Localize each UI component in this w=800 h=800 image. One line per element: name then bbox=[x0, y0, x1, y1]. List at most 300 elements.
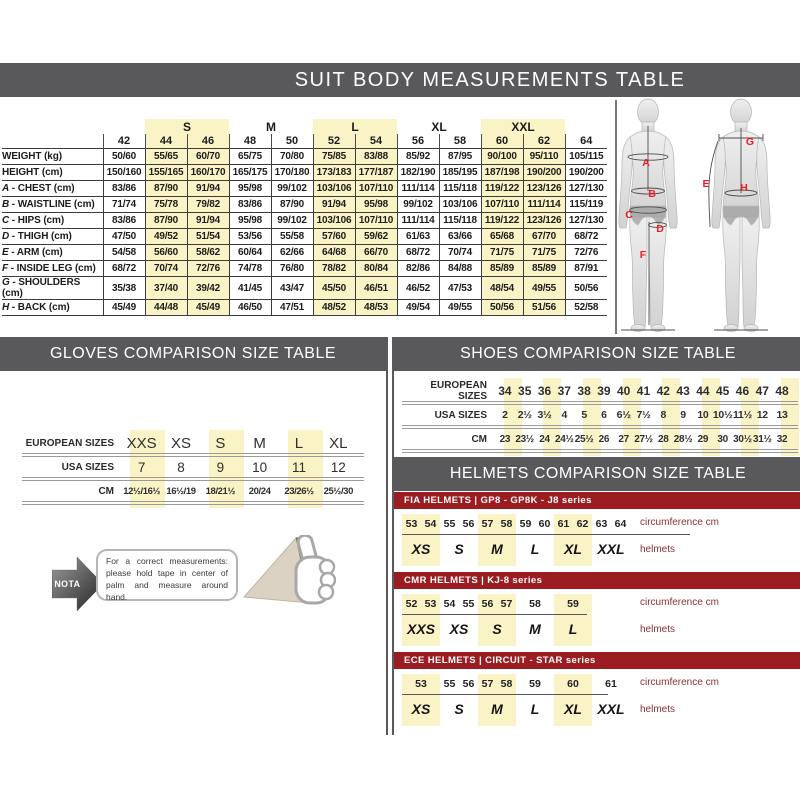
helmet-size-group bbox=[440, 674, 478, 726]
helmet-series-bar bbox=[394, 652, 800, 669]
size-value: 38 bbox=[577, 384, 591, 398]
measure-value: 72/76 bbox=[565, 245, 607, 261]
measure-value: 49/54 bbox=[397, 300, 439, 316]
measure-value: 60/64 bbox=[229, 245, 271, 261]
row-label: EUROPEAN SIZES bbox=[430, 380, 487, 402]
measure-value: 99/102 bbox=[271, 213, 313, 229]
circumference-value: 57 bbox=[500, 598, 513, 610]
shoes-section-title: SHOES COMPARISON SIZE TABLE bbox=[394, 337, 800, 371]
helmet-size-label: S bbox=[454, 701, 464, 717]
row-label: CM bbox=[471, 433, 487, 445]
measure-value: 78/82 bbox=[313, 261, 355, 277]
measure-value: 70/74 bbox=[145, 261, 187, 277]
comparison-row bbox=[22, 433, 364, 453]
helmet-size-group bbox=[554, 514, 592, 566]
corner-cell bbox=[2, 119, 103, 134]
circumference-value: 60 bbox=[567, 678, 579, 690]
measure-value: 190/200 bbox=[523, 165, 565, 181]
size-group-label: XL bbox=[431, 119, 447, 134]
measure-value: 58/62 bbox=[187, 245, 229, 261]
measure-value: 107/110 bbox=[481, 197, 523, 213]
measure-value: 67/70 bbox=[523, 229, 565, 245]
measure-value: 53/56 bbox=[229, 229, 271, 245]
size-value: 46 bbox=[735, 384, 750, 398]
measure-value: 107/110 bbox=[355, 181, 397, 197]
circumference-value: 63 bbox=[595, 518, 608, 530]
helmet-size-label: L bbox=[530, 541, 540, 557]
size-value: 40 bbox=[617, 384, 631, 398]
helmets-tables-container bbox=[394, 492, 800, 732]
measure-value: 185/195 bbox=[439, 165, 481, 181]
size-value: 47 bbox=[755, 384, 769, 398]
measure-row bbox=[2, 197, 607, 213]
measure-value: 95/110 bbox=[523, 149, 565, 165]
circumference-value: 59 bbox=[519, 518, 532, 530]
helmet-size-group bbox=[554, 594, 592, 646]
measure-value: 37/40 bbox=[145, 277, 187, 300]
helmet-size-group bbox=[592, 674, 630, 726]
measure-letter: B bbox=[2, 199, 10, 210]
circumference-values bbox=[478, 594, 516, 614]
circumference-values bbox=[592, 674, 630, 694]
circumference-value: 53 bbox=[405, 518, 418, 530]
measure-value: 85/92 bbox=[397, 149, 439, 165]
size-value: 7 bbox=[137, 459, 146, 475]
measure-value: 52/58 bbox=[565, 300, 607, 316]
size-value: 23 bbox=[499, 433, 511, 445]
measure-row bbox=[2, 245, 607, 261]
measure-value: 83/86 bbox=[103, 213, 145, 229]
measure-value: 80/84 bbox=[355, 261, 397, 277]
circumference-value: 60 bbox=[538, 518, 551, 530]
measure-value: 49/55 bbox=[523, 277, 565, 300]
measure-value: 61/63 bbox=[397, 229, 439, 245]
label-h-back: H bbox=[740, 182, 748, 194]
size-column-header: 44 bbox=[145, 134, 187, 149]
suit-sizes-row bbox=[2, 134, 607, 149]
measure-value: 65/75 bbox=[229, 149, 271, 165]
measure-value: 49/55 bbox=[439, 300, 481, 316]
measure-value: 127/130 bbox=[565, 213, 607, 229]
size-value: 9 bbox=[216, 459, 225, 475]
helmet-size-label: XL bbox=[564, 541, 582, 557]
label-c-hips: C bbox=[625, 209, 633, 221]
suit-measurements-table bbox=[2, 119, 607, 316]
measure-value: 91/94 bbox=[187, 213, 229, 229]
measure-value: 71/75 bbox=[481, 245, 523, 261]
measure-label: F - INSIDE LEG (cm) bbox=[2, 261, 103, 277]
circumference-value: 56 bbox=[462, 678, 475, 690]
measure-value: 46/51 bbox=[355, 277, 397, 300]
size-value: 42 bbox=[656, 384, 670, 398]
size-value: 10 bbox=[697, 409, 709, 421]
helmet-size-label: L bbox=[530, 701, 540, 717]
measure-value: 87/90 bbox=[145, 181, 187, 197]
measure-value: 115/119 bbox=[565, 197, 607, 213]
measure-row bbox=[2, 229, 607, 245]
measurement-note-bubble: For a correct measurements: please hold tape in center of palm and measure around hand. bbox=[96, 549, 238, 601]
measure-value: 48/52 bbox=[313, 300, 355, 316]
measure-label: A - CHEST (cm) bbox=[2, 181, 103, 197]
measure-value: 123/126 bbox=[523, 213, 565, 229]
size-value: M bbox=[253, 434, 266, 452]
size-value: 2½ bbox=[517, 409, 532, 421]
helmet-series-bar bbox=[394, 492, 800, 509]
circumference-value: 59 bbox=[567, 598, 579, 610]
circumference-value: 55 bbox=[443, 518, 456, 530]
measure-value: 155/165 bbox=[145, 165, 187, 181]
size-value: XL bbox=[329, 434, 348, 452]
helmet-size-group bbox=[516, 674, 554, 726]
measure-row bbox=[2, 165, 607, 181]
measure-value: 105/115 bbox=[565, 149, 607, 165]
measure-value: 173/183 bbox=[313, 165, 355, 181]
size-value: 32 bbox=[776, 433, 788, 445]
measure-value: 51/54 bbox=[187, 229, 229, 245]
circumference-values bbox=[440, 594, 478, 614]
measure-value: 50/60 bbox=[103, 149, 145, 165]
helmet-size-label: XS bbox=[449, 621, 469, 637]
divider-rule bbox=[22, 501, 364, 505]
suit-group-row bbox=[2, 119, 607, 134]
helmet-size-label: XXL bbox=[597, 701, 625, 717]
measure-value: 103/106 bbox=[313, 213, 355, 229]
measure-value: 91/94 bbox=[313, 197, 355, 213]
measure-value: 91/94 bbox=[187, 181, 229, 197]
circumference-values bbox=[554, 674, 592, 694]
helmet-size-label: L bbox=[568, 621, 578, 637]
size-column-header: 60 bbox=[481, 134, 523, 149]
circumference-value: 55 bbox=[462, 598, 475, 610]
helmet-size-table bbox=[394, 514, 800, 566]
shoes-comparison-table bbox=[402, 381, 798, 453]
size-value: 16½/19 bbox=[166, 485, 196, 497]
circumference-cm-label: circumference cm bbox=[640, 597, 719, 608]
circumference-value: 53 bbox=[424, 598, 437, 610]
size-column-header: 64 bbox=[565, 134, 607, 149]
comparison-row bbox=[22, 481, 364, 501]
measure-value: 115/118 bbox=[439, 181, 481, 197]
measure-value: 47/51 bbox=[271, 300, 313, 316]
measure-label: G - SHOULDERS (cm) bbox=[2, 277, 103, 300]
measure-value: 74/78 bbox=[229, 261, 271, 277]
label-d-thigh: D bbox=[656, 223, 664, 235]
helmet-size-group bbox=[516, 514, 554, 566]
helmet-size-group bbox=[440, 594, 478, 646]
size-group-label: L bbox=[313, 119, 397, 134]
label-e-arm: E bbox=[702, 178, 710, 190]
circumference-value: 56 bbox=[462, 518, 475, 530]
measure-value: 95/98 bbox=[229, 181, 271, 197]
helmet-series-title: CMR HELMETS | KJ-8 series bbox=[404, 575, 543, 586]
measure-value: 48/53 bbox=[355, 300, 397, 316]
measure-value: 63/66 bbox=[439, 229, 481, 245]
measure-value: 48/54 bbox=[481, 277, 523, 300]
measure-value: 190/200 bbox=[565, 165, 607, 181]
thumbs-up-icon bbox=[242, 535, 336, 615]
helmet-size-label: M bbox=[491, 541, 503, 557]
measure-value: 35/38 bbox=[103, 277, 145, 300]
comparison-row bbox=[402, 381, 798, 401]
size-value: 37 bbox=[557, 384, 571, 398]
size-value: 25½ bbox=[574, 433, 594, 445]
measure-value: 47/50 bbox=[103, 229, 145, 245]
measure-value: 95/98 bbox=[229, 213, 271, 229]
gloves-panel bbox=[0, 337, 388, 735]
size-divider-rule bbox=[402, 614, 587, 615]
suit-section-title: SUIT BODY MEASUREMENTS TABLE bbox=[0, 63, 800, 97]
measure-value: 99/102 bbox=[397, 197, 439, 213]
divider-rule bbox=[402, 449, 798, 453]
suit-measurements-table-container bbox=[2, 119, 607, 316]
size-column-header: 54 bbox=[355, 134, 397, 149]
helmet-size-group bbox=[478, 514, 516, 566]
helmet-size-label: M bbox=[529, 621, 541, 637]
size-column-header: 42 bbox=[103, 134, 145, 149]
size-value: 12 bbox=[756, 409, 768, 421]
measure-value: 75/85 bbox=[313, 149, 355, 165]
circumference-values bbox=[516, 594, 554, 614]
circumference-value: 54 bbox=[443, 598, 456, 610]
gloves-section-title: GLOVES COMPARISON SIZE TABLE bbox=[0, 337, 386, 371]
measure-value: 55/58 bbox=[271, 229, 313, 245]
size-value: 8 bbox=[660, 409, 667, 421]
size-value: XXS bbox=[126, 434, 157, 452]
measure-value: 99/102 bbox=[271, 181, 313, 197]
measure-value: 85/89 bbox=[481, 261, 523, 277]
circumference-values bbox=[440, 674, 478, 694]
measure-value: 45/49 bbox=[187, 300, 229, 316]
measure-value: 75/78 bbox=[145, 197, 187, 213]
size-value: 41 bbox=[636, 384, 651, 398]
measure-value: 44/48 bbox=[145, 300, 187, 316]
circumference-value: 53 bbox=[415, 678, 427, 690]
measure-value: 43/47 bbox=[271, 277, 313, 300]
size-value: 27½ bbox=[634, 433, 653, 445]
size-column-header: 58 bbox=[439, 134, 481, 149]
size-value: 3½ bbox=[537, 409, 552, 421]
size-value: 8 bbox=[177, 459, 185, 475]
measure-value: 71/75 bbox=[523, 245, 565, 261]
measure-value: 60/70 bbox=[187, 149, 229, 165]
measure-value: 68/72 bbox=[397, 245, 439, 261]
measure-letter: A bbox=[2, 183, 10, 194]
size-value: 39 bbox=[597, 384, 611, 398]
label-b-waist: B bbox=[648, 188, 656, 200]
helmet-size-group bbox=[516, 594, 554, 646]
size-value: 31½ bbox=[752, 433, 772, 445]
measure-value: 39/42 bbox=[187, 277, 229, 300]
size-value: 26 bbox=[598, 433, 610, 445]
circumference-value: 57 bbox=[481, 518, 494, 530]
size-value: 24½ bbox=[555, 433, 574, 445]
measure-value: 70/74 bbox=[439, 245, 481, 261]
measure-value: 68/72 bbox=[103, 261, 145, 277]
size-column-header: 48 bbox=[229, 134, 271, 149]
size-value: 6½ bbox=[616, 409, 631, 421]
circumference-values bbox=[554, 594, 592, 614]
circumference-value: 54 bbox=[424, 518, 437, 530]
measure-value: 111/114 bbox=[397, 181, 439, 197]
measure-value: 182/190 bbox=[397, 165, 439, 181]
helmets-label: helmets bbox=[640, 544, 676, 555]
measure-letter: F bbox=[2, 263, 9, 274]
body-figures-illustration bbox=[615, 98, 797, 334]
measure-letter: E bbox=[2, 247, 9, 258]
size-value: 29 bbox=[697, 433, 709, 445]
size-value: L bbox=[294, 434, 304, 452]
comparison-row bbox=[402, 429, 798, 449]
size-value: S bbox=[215, 434, 226, 452]
measure-value: 115/118 bbox=[439, 213, 481, 229]
measure-value: 41/45 bbox=[229, 277, 271, 300]
size-group-label: XXL bbox=[481, 119, 565, 134]
row-label: USA SIZES bbox=[434, 409, 487, 421]
size-value: 25½/30 bbox=[323, 485, 353, 497]
size-value: 23½ bbox=[515, 433, 534, 445]
measure-value: 87/95 bbox=[439, 149, 481, 165]
helmet-size-label: XS bbox=[411, 541, 431, 557]
helmet-size-label: XXL bbox=[597, 541, 625, 557]
measure-letter: H bbox=[2, 302, 10, 313]
measure-value: 103/106 bbox=[313, 181, 355, 197]
size-column-header: 52 bbox=[313, 134, 355, 149]
size-value: 11 bbox=[291, 459, 306, 475]
size-value: XS bbox=[170, 434, 191, 452]
circumference-value: 55 bbox=[443, 678, 456, 690]
comparison-row bbox=[22, 457, 364, 477]
size-group-label: S bbox=[145, 119, 229, 134]
measure-row bbox=[2, 213, 607, 229]
measure-value: 68/72 bbox=[565, 229, 607, 245]
measure-value: 170/180 bbox=[271, 165, 313, 181]
measure-value: 87/90 bbox=[271, 197, 313, 213]
circumference-value: 64 bbox=[614, 518, 627, 530]
label-g-shoulders: G bbox=[745, 136, 755, 148]
helmet-size-group bbox=[402, 514, 440, 566]
measure-value: 71/74 bbox=[103, 197, 145, 213]
measure-value: 66/70 bbox=[355, 245, 397, 261]
measure-value: 70/80 bbox=[271, 149, 313, 165]
measure-value: 49/52 bbox=[145, 229, 187, 245]
helmet-size-group bbox=[440, 514, 478, 566]
helmet-size-label: XL bbox=[564, 701, 582, 717]
measure-value: 62/66 bbox=[271, 245, 313, 261]
size-group-empty bbox=[565, 119, 607, 134]
helmet-size-group bbox=[478, 594, 516, 646]
row-label: EUROPEAN SIZES bbox=[25, 437, 114, 449]
helmets-label: helmets bbox=[640, 624, 676, 635]
size-divider-rule bbox=[402, 534, 690, 535]
measure-row bbox=[2, 181, 607, 197]
measure-value: 79/82 bbox=[187, 197, 229, 213]
size-value: 44 bbox=[696, 384, 710, 398]
size-value: 30 bbox=[717, 433, 728, 445]
size-value: 5 bbox=[581, 409, 587, 421]
measure-letter: C bbox=[2, 215, 10, 226]
size-value: 34 bbox=[498, 384, 512, 398]
measure-label: E - ARM (cm) bbox=[2, 245, 103, 261]
measure-value: 76/80 bbox=[271, 261, 313, 277]
measure-label: HEIGHT (cm) bbox=[2, 165, 103, 181]
circumference-value: 58 bbox=[500, 518, 513, 530]
measure-label: H - BACK (cm) bbox=[2, 300, 103, 316]
circumference-cm-label: circumference cm bbox=[640, 517, 719, 528]
size-value: 11½ bbox=[732, 409, 752, 421]
helmet-size-label: XXS bbox=[406, 621, 435, 637]
measure-value: 103/106 bbox=[439, 197, 481, 213]
measure-value: 165/175 bbox=[229, 165, 271, 181]
size-value: 24 bbox=[539, 433, 550, 445]
size-column-header: 56 bbox=[397, 134, 439, 149]
size-column-header: 46 bbox=[187, 134, 229, 149]
shoes-helmets-panel bbox=[392, 337, 800, 735]
circumference-values bbox=[516, 674, 554, 694]
size-value: 2 bbox=[502, 409, 508, 421]
corner-cell bbox=[2, 134, 103, 149]
measure-label: WEIGHT (kg) bbox=[2, 149, 103, 165]
helmet-size-label: S bbox=[492, 621, 502, 637]
size-value: 30½ bbox=[733, 433, 752, 445]
size-value: 45 bbox=[715, 384, 730, 398]
measure-letter: G bbox=[2, 277, 10, 288]
helmet-size-label: XS bbox=[411, 701, 431, 717]
comparison-row bbox=[402, 405, 798, 425]
measure-row bbox=[2, 300, 607, 316]
gloves-comparison-table bbox=[22, 433, 364, 505]
measure-value: 50/56 bbox=[481, 300, 523, 316]
circumference-value: 57 bbox=[481, 678, 494, 690]
size-value: 9 bbox=[680, 409, 686, 421]
measure-value: 45/50 bbox=[313, 277, 355, 300]
measure-value: 87/90 bbox=[145, 213, 187, 229]
size-value: 7½ bbox=[636, 409, 651, 421]
measure-row bbox=[2, 261, 607, 277]
helmet-size-group bbox=[402, 594, 440, 646]
circumference-values bbox=[402, 514, 440, 534]
size-value: 4 bbox=[561, 409, 568, 421]
helmets-section-title: HELMETS COMPARISON SIZE TABLE bbox=[394, 457, 800, 491]
measure-value: 90/100 bbox=[481, 149, 523, 165]
size-value: 6 bbox=[601, 409, 607, 421]
circumference-values bbox=[478, 514, 516, 534]
circumference-value: 56 bbox=[481, 598, 494, 610]
measure-value: 85/89 bbox=[523, 261, 565, 277]
size-value: 12 bbox=[330, 459, 346, 475]
measure-value: 150/160 bbox=[103, 165, 145, 181]
circumference-values bbox=[440, 514, 478, 534]
measure-value: 45/49 bbox=[103, 300, 145, 316]
size-value: 12½/16½ bbox=[123, 485, 161, 497]
circumference-value: 61 bbox=[605, 678, 617, 690]
size-value: 36 bbox=[537, 384, 552, 398]
size-value: 35 bbox=[518, 384, 532, 398]
helmet-size-label: M bbox=[491, 701, 503, 717]
size-value: 28 bbox=[658, 433, 669, 445]
measure-letter: D bbox=[2, 231, 10, 242]
helmet-size-table bbox=[394, 594, 800, 646]
measure-value: 54/58 bbox=[103, 245, 145, 261]
circumference-value: 52 bbox=[405, 598, 418, 610]
measure-value: 65/68 bbox=[481, 229, 523, 245]
size-group-empty bbox=[103, 119, 145, 134]
helmet-size-group bbox=[554, 674, 592, 726]
measure-value: 84/88 bbox=[439, 261, 481, 277]
measure-value: 119/122 bbox=[481, 181, 523, 197]
size-value: 48 bbox=[775, 384, 789, 398]
measure-value: 72/76 bbox=[187, 261, 229, 277]
helmet-series-title: FIA HELMETS | GP8 - GP8K - J8 series bbox=[404, 495, 592, 506]
